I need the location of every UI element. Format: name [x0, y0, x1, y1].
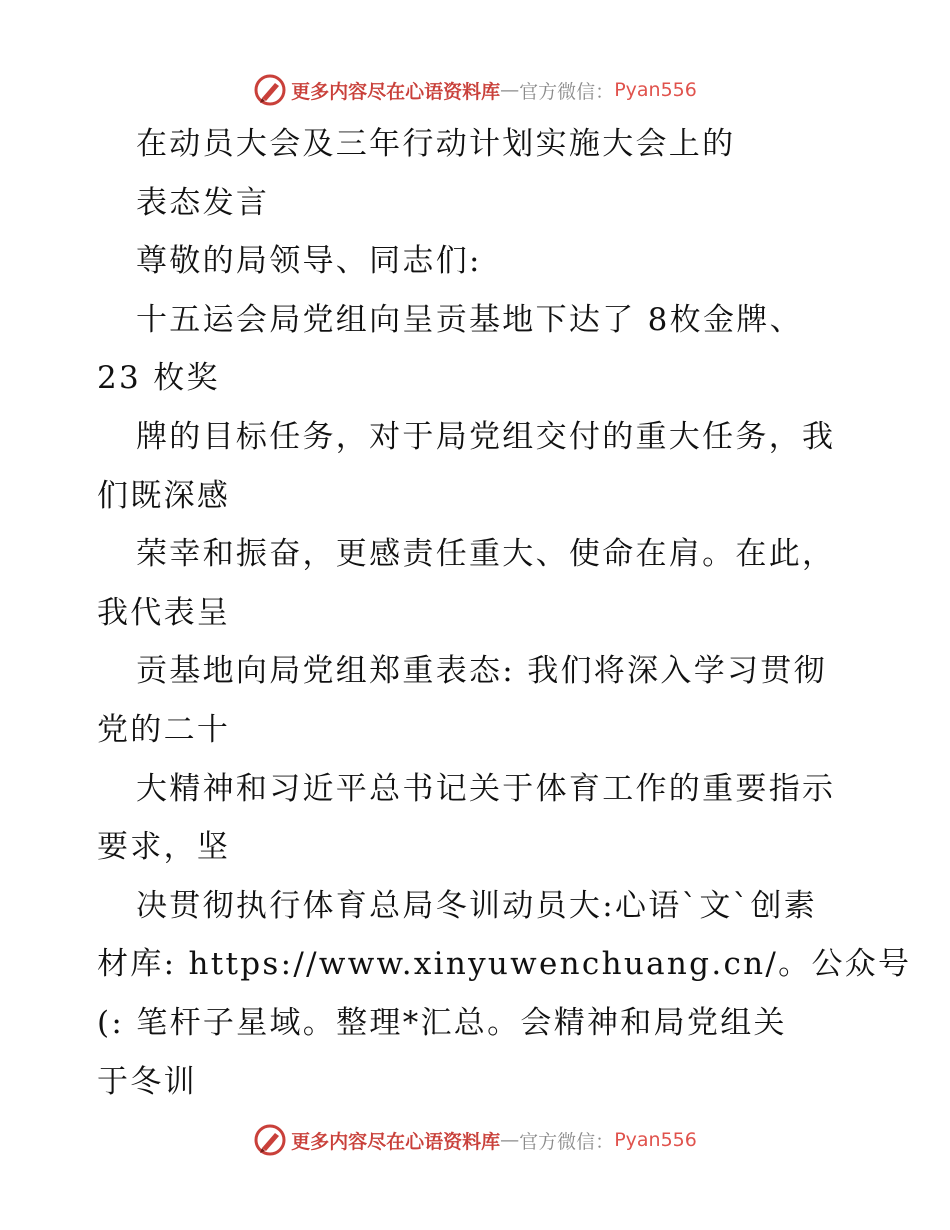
watermark-main-text: 更多内容尽在心语资料库: [291, 80, 501, 103]
text-line: (: 笔杆子星域。整理*汇总。会精神和局党组关: [97, 1004, 787, 1041]
text-line: 牌的目标任务，对于局党组交付的重大任务，我: [136, 418, 836, 455]
watermark-sub-text: 官方微信：: [519, 80, 615, 103]
text-line: 贡基地向局党组郑重表态: 我们将深入学习贯彻: [136, 653, 827, 690]
text-line: 大精神和习近平总书记关于体育工作的重要指示: [136, 770, 836, 807]
text-line: 我代表呈: [97, 594, 231, 631]
text-line: 十五运会局党组向呈贡基地下达了 8枚金牌、: [136, 301, 803, 338]
text-line: 决贯彻执行体育总局冬训动员大:心语`文`创素: [136, 887, 818, 924]
watermark-dash: —: [500, 1129, 520, 1151]
pen-logo-icon: [253, 73, 287, 107]
text-line: 党的二十: [97, 711, 231, 748]
text-line: 在动员大会及三年行动计划实施大会上的: [136, 126, 736, 162]
text-line: 表态发言: [136, 184, 270, 221]
watermark-wechat-id: Pyan556: [614, 79, 697, 101]
text-line: 尊敬的局领导、同志们:: [136, 243, 482, 280]
text-line: 荣幸和振奋，更感责任重大、使命在肩。在此，: [136, 536, 836, 573]
watermark-main-text: 更多内容尽在心语资料库: [291, 1130, 501, 1153]
text-line: 们既深感: [97, 477, 231, 514]
watermark-sub-text: 官方微信：: [519, 1130, 615, 1153]
watermark-dash: —: [500, 79, 520, 101]
speech-body: [97, 115, 912, 1111]
pen-logo-icon: [253, 1123, 287, 1157]
text-line: 材库: https://www.xinyuwenchuang.cn/。公众号: [97, 946, 912, 983]
text-line: 23 枚奖: [97, 360, 220, 397]
text-line: 于冬训: [97, 1063, 197, 1100]
text-line: 要求，坚: [97, 829, 231, 866]
watermark-footer: [0, 1120, 950, 1160]
watermark-header: [0, 70, 950, 110]
watermark-wechat-id: Pyan556: [614, 1129, 697, 1151]
